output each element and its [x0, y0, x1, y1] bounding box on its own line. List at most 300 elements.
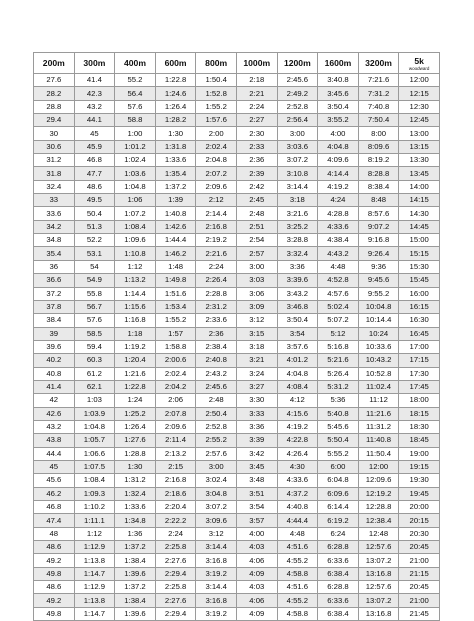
table-cell: 4:57.6 [318, 287, 359, 300]
table-cell: 5:50.4 [318, 434, 359, 447]
table-cell: 1:30 [155, 127, 196, 140]
table-row [34, 354, 440, 367]
table-cell: 1:12.9 [74, 541, 115, 554]
table-cell: 4:03 [236, 541, 277, 554]
table-cell: 9:07.2 [358, 220, 399, 233]
table-cell: 19:45 [399, 487, 440, 500]
table-cell: 1:40.8 [155, 207, 196, 220]
table-cell: 43.2 [74, 100, 115, 113]
table-cell: 4:51.6 [277, 541, 318, 554]
table-cell: 15:15 [399, 247, 440, 260]
table-cell: 3:45.6 [318, 87, 359, 100]
table-cell: 1:14.4 [115, 287, 156, 300]
table-cell: 1:32.4 [115, 487, 156, 500]
table-cell: 2:27.6 [155, 594, 196, 607]
table-cell: 2:52.8 [277, 100, 318, 113]
table-cell: 6:38.4 [318, 567, 359, 580]
table-cell: 12:45 [399, 114, 440, 127]
table-cell: 16:45 [399, 327, 440, 340]
table-cell: 48.6 [34, 541, 75, 554]
table-row [34, 567, 440, 580]
table-row [34, 607, 440, 620]
table-cell: 6:33.6 [318, 594, 359, 607]
table-cell: 5:55.2 [318, 447, 359, 460]
table-cell: 2:20.4 [155, 501, 196, 514]
table-cell: 4:24 [318, 194, 359, 207]
table-cell: 19:30 [399, 474, 440, 487]
table-cell: 6:09.6 [318, 487, 359, 500]
table-cell: 2:04.2 [155, 380, 196, 393]
table-cell: 1:06.6 [74, 447, 115, 460]
table-cell: 1:01.2 [115, 140, 156, 153]
table-cell: 3:14.4 [196, 581, 237, 594]
table-cell: 1:20.4 [115, 354, 156, 367]
table-cell: 2:04.8 [196, 154, 237, 167]
table-cell: 12:57.6 [358, 581, 399, 594]
table-cell: 3:09 [236, 300, 277, 313]
table-cell: 30.6 [34, 140, 75, 153]
table-row [34, 367, 440, 380]
table-cell: 17:15 [399, 354, 440, 367]
table-cell: 2:52.8 [196, 420, 237, 433]
table-cell: 5:02.4 [318, 300, 359, 313]
column-header-label: 5k [414, 55, 424, 66]
table-cell: 1:38.4 [115, 594, 156, 607]
table-cell: 2:09.6 [196, 180, 237, 193]
table-cell: 53.1 [74, 247, 115, 260]
table-cell: 8:48 [358, 194, 399, 207]
table-cell: 16:15 [399, 300, 440, 313]
table-cell: 3:33 [236, 407, 277, 420]
table-cell: 41.4 [74, 74, 115, 87]
pace-table [33, 52, 440, 621]
table-body [34, 74, 440, 621]
table-cell: 4:09 [236, 567, 277, 580]
table-cell: 3:07.2 [196, 501, 237, 514]
table-cell: 8:28.8 [358, 167, 399, 180]
table-row [34, 274, 440, 287]
table-cell: 4:30 [277, 460, 318, 473]
table-cell: 7:31.2 [358, 87, 399, 100]
table-cell: 21:45 [399, 607, 440, 620]
table-cell: 1:08.4 [74, 474, 115, 487]
table-cell: 4:33.6 [277, 474, 318, 487]
table-cell: 61.2 [74, 367, 115, 380]
table-cell: 57.6 [74, 314, 115, 327]
column-header-label: 200m [42, 58, 65, 68]
table-cell: 56.4 [115, 87, 156, 100]
table-row [34, 194, 440, 207]
table-cell: 45.9 [74, 140, 115, 153]
table-cell: 3:57 [236, 514, 277, 527]
table-row [34, 234, 440, 247]
table-cell: 18:30 [399, 420, 440, 433]
table-cell: 32.4 [34, 180, 75, 193]
table-cell: 2:18 [236, 74, 277, 87]
table-cell: 9:26.4 [358, 247, 399, 260]
table-cell: 4:09.6 [318, 154, 359, 167]
table-cell: 4:48 [318, 260, 359, 273]
table-row [34, 100, 440, 113]
table-cell: 8:38.4 [358, 180, 399, 193]
table-cell: 2:49.2 [277, 87, 318, 100]
table-cell: 37.2 [34, 287, 75, 300]
table-cell: 47.4 [34, 514, 75, 527]
table-cell: 1:18 [115, 327, 156, 340]
table-cell: 2:24 [155, 527, 196, 540]
table-cell: 20:30 [399, 527, 440, 540]
table-cell: 4:00 [318, 127, 359, 140]
table-row [34, 127, 440, 140]
table-cell: 10:33.6 [358, 340, 399, 353]
table-cell: 9:55.2 [358, 287, 399, 300]
table-row [34, 514, 440, 527]
table-cell: 2:25.8 [155, 581, 196, 594]
column-header-label: 600m [164, 58, 187, 68]
table-cell: 3:00 [236, 260, 277, 273]
table-cell: 4:55.2 [277, 594, 318, 607]
table-cell: 49.8 [34, 567, 75, 580]
table-cell: 42.6 [34, 407, 75, 420]
table-cell: 1:27.6 [115, 434, 156, 447]
table-cell: 10:43.2 [358, 354, 399, 367]
table-cell: 3:54 [277, 327, 318, 340]
table-cell: 13:00 [399, 127, 440, 140]
table-cell: 5:21.6 [318, 354, 359, 367]
table-cell: 4:03 [236, 581, 277, 594]
table-cell: 4:12 [277, 394, 318, 407]
table-row [34, 541, 440, 554]
table-cell: 56.7 [74, 300, 115, 313]
header-row [34, 53, 440, 74]
table-cell: 31.8 [34, 167, 75, 180]
table-cell: 4:52.8 [318, 274, 359, 287]
table-cell: 13:30 [399, 154, 440, 167]
table-cell: 18:15 [399, 407, 440, 420]
table-cell: 2:42 [236, 180, 277, 193]
table-cell: 10:14.4 [358, 314, 399, 327]
table-cell: 4:26.4 [277, 447, 318, 460]
table-cell: 1:33.6 [115, 501, 156, 514]
table-cell: 20:00 [399, 501, 440, 514]
table-cell: 6:19.2 [318, 514, 359, 527]
table-cell: 1:21.6 [115, 367, 156, 380]
table-row [34, 260, 440, 273]
table-cell: 3:18 [277, 194, 318, 207]
table-cell: 12:09.6 [358, 474, 399, 487]
table-cell: 3:19.2 [196, 567, 237, 580]
column-header [358, 53, 399, 74]
table-cell: 4:09 [236, 607, 277, 620]
column-header-label: 400m [123, 58, 146, 68]
table-cell: 1:04.8 [74, 420, 115, 433]
table-cell: 2:31.2 [196, 300, 237, 313]
table-cell: 1:03 [74, 394, 115, 407]
table-cell: 33 [34, 194, 75, 207]
table-cell: 13:16.8 [358, 567, 399, 580]
table-cell: 12:38.4 [358, 514, 399, 527]
table-cell: 9:45.6 [358, 274, 399, 287]
table-cell: 2:30 [236, 127, 277, 140]
column-header [236, 53, 277, 74]
table-cell: 6:38.4 [318, 607, 359, 620]
table-cell: 4:33.6 [318, 220, 359, 233]
table-row [34, 327, 440, 340]
table-cell: 3:21.6 [277, 207, 318, 220]
table-cell: 1:04.8 [115, 180, 156, 193]
table-cell: 1:22.8 [155, 74, 196, 87]
table-cell: 1:53.4 [155, 300, 196, 313]
table-cell: 2:33 [236, 140, 277, 153]
table-cell: 4:19.2 [318, 180, 359, 193]
table-cell: 1:14.7 [74, 567, 115, 580]
table-cell: 1:39.6 [115, 607, 156, 620]
table-row [34, 594, 440, 607]
table-cell: 2:09.6 [155, 420, 196, 433]
table-cell: 4:19.2 [277, 420, 318, 433]
table-cell: 13:15 [399, 140, 440, 153]
table-cell: 5:12 [318, 327, 359, 340]
table-cell: 43.8 [34, 434, 75, 447]
table-row [34, 581, 440, 594]
table-cell: 14:30 [399, 207, 440, 220]
table-cell: 48 [34, 527, 75, 540]
table-cell: 57.6 [115, 100, 156, 113]
table-cell: 3:28.8 [277, 234, 318, 247]
table-cell: 10:04.8 [358, 300, 399, 313]
table-cell: 11:40.8 [358, 434, 399, 447]
table-row [34, 487, 440, 500]
table-row [34, 314, 440, 327]
table-cell: 3:40.8 [318, 74, 359, 87]
table-row [34, 167, 440, 180]
table-cell: 4:15.6 [277, 407, 318, 420]
table-cell: 1:09.3 [74, 487, 115, 500]
table-cell: 6:00 [318, 460, 359, 473]
table-cell: 30 [34, 127, 75, 140]
table-cell: 1:07.5 [74, 460, 115, 473]
table-cell: 2:48 [196, 394, 237, 407]
table-cell: 14:00 [399, 180, 440, 193]
table-cell: 2:43.2 [196, 367, 237, 380]
table-cell: 2:16.8 [155, 474, 196, 487]
table-cell: 1:14.7 [74, 607, 115, 620]
table-cell: 2:24 [236, 100, 277, 113]
table-cell: 58.5 [74, 327, 115, 340]
table-cell: 1:15.6 [115, 300, 156, 313]
table-cell: 3:25.2 [277, 220, 318, 233]
table-cell: 3:14.4 [196, 541, 237, 554]
table-cell: 2:02.4 [155, 367, 196, 380]
table-cell: 3:00 [277, 127, 318, 140]
table-cell: 2:50.4 [196, 407, 237, 420]
table-cell: 55.8 [74, 287, 115, 300]
table-cell: 43.2 [34, 420, 75, 433]
table-cell: 3:04.8 [196, 487, 237, 500]
table-cell: 1:13.8 [74, 554, 115, 567]
table-cell: 3:50.4 [277, 314, 318, 327]
table-cell: 2:55.2 [196, 434, 237, 447]
table-cell: 27.6 [34, 74, 75, 87]
table-cell: 2:18.6 [155, 487, 196, 500]
table-cell: 8:19.2 [358, 154, 399, 167]
table-row [34, 247, 440, 260]
table-cell: 28.2 [34, 87, 75, 100]
table-cell: 4:08.4 [277, 380, 318, 393]
table-cell: 3:00 [196, 460, 237, 473]
table-cell: 44.1 [74, 114, 115, 127]
table-cell: 11:50.4 [358, 447, 399, 460]
table-cell: 1:19.2 [115, 340, 156, 353]
table-cell: 5:16.8 [318, 340, 359, 353]
table-cell: 16:00 [399, 287, 440, 300]
table-cell: 4:43.2 [318, 247, 359, 260]
table-cell: 2:19.2 [196, 234, 237, 247]
table-cell: 2:51 [236, 220, 277, 233]
table-cell: 6:24 [318, 527, 359, 540]
column-header-label: 3200m [365, 58, 392, 68]
table-cell: 60.3 [74, 354, 115, 367]
table-row [34, 220, 440, 233]
table-cell: 1:00 [115, 127, 156, 140]
column-header-label: 1200m [283, 58, 311, 68]
table-cell: 1:09.6 [115, 234, 156, 247]
table-cell: 1:46.2 [155, 247, 196, 260]
table-cell: 2:16.8 [196, 220, 237, 233]
table-cell: 34.8 [34, 234, 75, 247]
table-cell: 5:26.4 [318, 367, 359, 380]
table-cell: 4:55.2 [277, 554, 318, 567]
table-row [34, 527, 440, 540]
table-cell: 1:39.6 [115, 567, 156, 580]
column-header-label: 1000m [243, 58, 271, 68]
table-cell: 1:31.8 [155, 140, 196, 153]
table-cell: 4:01.2 [277, 354, 318, 367]
table-cell: 3:07.2 [277, 154, 318, 167]
table-cell: 2:45 [236, 194, 277, 207]
table-cell: 1:03.9 [74, 407, 115, 420]
table-cell: 18:45 [399, 434, 440, 447]
table-cell: 2:48 [236, 207, 277, 220]
table-cell: 3:36 [277, 260, 318, 273]
table-cell: 1:26.4 [115, 420, 156, 433]
table-cell: 1:49.8 [155, 274, 196, 287]
column-header-label: 1600m [324, 58, 352, 68]
table-cell: 54 [74, 260, 115, 273]
column-header [399, 53, 440, 74]
table-cell: 3:03.6 [277, 140, 318, 153]
table-row [34, 434, 440, 447]
table-cell: 3:54 [236, 501, 277, 514]
table-cell: 3:24 [236, 367, 277, 380]
table-cell: 10:52.8 [358, 367, 399, 380]
table-cell: 1:25.2 [115, 407, 156, 420]
table-cell: 1:22.8 [115, 380, 156, 393]
table-cell: 4:48 [277, 527, 318, 540]
table-cell: 3:03 [236, 274, 277, 287]
table-cell: 1:37.2 [155, 180, 196, 193]
table-cell: 2:21 [236, 87, 277, 100]
table-cell: 3:21 [236, 354, 277, 367]
table-cell: 2:15 [155, 460, 196, 473]
table-cell: 2:06 [155, 394, 196, 407]
table-cell: 1:24 [115, 394, 156, 407]
table-cell: 2:00 [196, 127, 237, 140]
table-cell: 2:26.4 [196, 274, 237, 287]
table-cell: 20:45 [399, 581, 440, 594]
table-cell: 3:19.2 [196, 607, 237, 620]
table-cell: 52.2 [74, 234, 115, 247]
table-cell: 11:12 [358, 394, 399, 407]
table-row [34, 87, 440, 100]
table-cell: 2:14.4 [196, 207, 237, 220]
table-cell: 4:44.4 [277, 514, 318, 527]
table-cell: 21:00 [399, 594, 440, 607]
table-cell: 4:04.8 [277, 367, 318, 380]
pace-chart-sheet [33, 52, 440, 621]
table-cell: 3:12 [196, 527, 237, 540]
column-header [74, 53, 115, 74]
table-cell: 13:45 [399, 167, 440, 180]
column-header [34, 53, 75, 74]
table-cell: 3:12 [236, 314, 277, 327]
table-row [34, 501, 440, 514]
table-cell: 1:31.2 [115, 474, 156, 487]
table-cell: 41.4 [34, 380, 75, 393]
table-cell: 1:10.8 [115, 247, 156, 260]
table-cell: 2:29.4 [155, 607, 196, 620]
table-cell: 2:29.4 [155, 567, 196, 580]
table-cell: 14:45 [399, 220, 440, 233]
table-row [34, 207, 440, 220]
table-cell: 2:13.2 [155, 447, 196, 460]
table-row [34, 554, 440, 567]
table-cell: 1:33.6 [155, 154, 196, 167]
table-cell: 50.4 [74, 207, 115, 220]
table-cell: 11:31.2 [358, 420, 399, 433]
table-cell: 49.5 [74, 194, 115, 207]
table-cell: 3:57.6 [277, 340, 318, 353]
table-row [34, 180, 440, 193]
table-cell: 31.2 [34, 154, 75, 167]
table-cell: 15:45 [399, 274, 440, 287]
table-cell: 34.2 [34, 220, 75, 233]
table-cell: 2:45.6 [196, 380, 237, 393]
table-cell: 3:36 [236, 420, 277, 433]
table-cell: 3:27 [236, 380, 277, 393]
table-cell: 33.6 [34, 207, 75, 220]
table-row [34, 474, 440, 487]
table-cell: 49.8 [34, 607, 75, 620]
table-row [34, 74, 440, 87]
column-header [196, 53, 237, 74]
table-cell: 3:18 [236, 340, 277, 353]
table-row [34, 420, 440, 433]
table-cell: 1:42.6 [155, 220, 196, 233]
table-cell: 1:13.2 [115, 274, 156, 287]
table-cell: 21:00 [399, 554, 440, 567]
table-cell: 12:28.8 [358, 501, 399, 514]
table-cell: 21:15 [399, 567, 440, 580]
table-cell: 5:45.6 [318, 420, 359, 433]
table-cell: 36 [34, 260, 75, 273]
table-cell: 49.2 [34, 554, 75, 567]
table-cell: 2:07.2 [196, 167, 237, 180]
table-cell: 1:12.9 [74, 581, 115, 594]
table-cell: 1:06 [115, 194, 156, 207]
table-cell: 1:39 [155, 194, 196, 207]
column-header [155, 53, 196, 74]
